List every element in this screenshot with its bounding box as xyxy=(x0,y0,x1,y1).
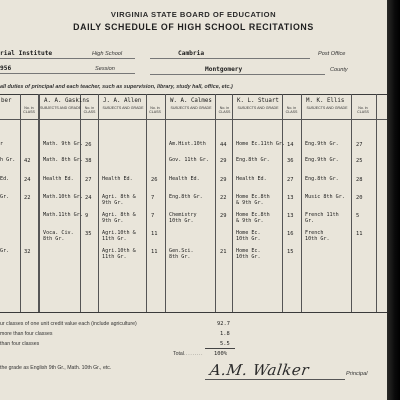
county-label: County xyxy=(330,67,348,73)
teacher-name: W. A. Calmes xyxy=(170,98,212,104)
schedule-subject: Chemistry 10th Gr. xyxy=(169,212,197,224)
partial-column-count: 42 xyxy=(24,158,31,164)
summary-row-2-label: more than four classes xyxy=(0,331,53,337)
column-subhead-subject: SUBJECTS AND GRADE xyxy=(237,106,279,110)
table-top-border xyxy=(0,94,387,95)
column-subhead-subject: SUBJECTS AND GRADE xyxy=(40,106,81,110)
schedule-class-count: 44 xyxy=(220,142,227,148)
county-value: Montgomery xyxy=(205,66,243,73)
schedule-subject: Math.11th Gr. xyxy=(43,212,83,218)
summary-row-2-value: 1.8 xyxy=(220,331,230,337)
table-column-divider xyxy=(39,94,40,312)
table-column-divider xyxy=(215,94,216,312)
schedule-class-count: 7 xyxy=(151,213,155,219)
column-subhead-subject: SUBJECTS AND GRADE xyxy=(170,106,212,110)
table-bottom-border xyxy=(0,312,387,313)
county-rule xyxy=(150,74,325,75)
schedule-subject: Health Ed. xyxy=(236,176,267,182)
partial-column-text: Ed. xyxy=(0,176,10,182)
partial-column-text: Gr. xyxy=(0,194,10,200)
schedule-subject: Agri.10th & 11th Gr. xyxy=(102,248,136,260)
table-column-divider xyxy=(165,94,166,312)
schedule-subject: Gov. 11th Gr. xyxy=(169,157,209,163)
principal-signature: A.M. Walker xyxy=(208,361,311,379)
board-heading: VIRGINIA STATE BOARD OF EDUCATION xyxy=(110,10,277,19)
column-subhead-subject: SUBJECTS AND GRADE xyxy=(306,106,348,110)
schedule-subject: Health Ed. xyxy=(102,176,133,182)
column-subhead-no: No. in CLASS xyxy=(83,106,96,115)
table-column-divider xyxy=(98,94,99,312)
schedule-class-count: 21 xyxy=(220,249,227,255)
summary-row-1-value: 92.7 xyxy=(217,321,230,327)
signature-line xyxy=(205,379,345,380)
table-header-rule xyxy=(0,119,387,120)
schedule-subject: Gen.Sci. 8th Gr. xyxy=(169,248,194,260)
school-name: rial Institute xyxy=(0,50,53,57)
summary-row-1-label: ur classes of one unit credit value each (include agriculture) xyxy=(0,321,137,327)
schedule-subject: Agri.10th & 11th Gr. xyxy=(102,230,136,242)
schedule-class-count: 28 xyxy=(356,177,363,183)
column-subhead-no: No. in CLASS xyxy=(218,106,231,115)
schedule-subject: Home Ec. 10th Gr. xyxy=(236,248,261,260)
teacher-name: M. K. Ellis xyxy=(306,98,345,104)
schedule-class-count: 27 xyxy=(287,177,294,183)
table-column-divider xyxy=(20,94,21,312)
schedule-class-count: 16 xyxy=(287,231,294,237)
summary-row-3-value: 5.5 xyxy=(220,341,230,347)
summary-total-label: Total xyxy=(173,351,184,357)
post-office-rule xyxy=(150,58,310,59)
table-column-divider xyxy=(80,94,81,312)
schedule-class-count: 14 xyxy=(287,142,294,148)
schedule-class-count: 38 xyxy=(85,158,92,164)
column-subhead-no: No. in CLASS xyxy=(357,106,369,115)
schedule-class-count: 36 xyxy=(287,158,294,164)
principal-label: Principal xyxy=(346,371,368,377)
schedule-subject: French 10th Gr. xyxy=(305,230,330,242)
schedule-subject: Health Ed. xyxy=(169,176,200,182)
schedule-class-count: 15 xyxy=(287,249,294,255)
schedule-subject: Agri. 8th & 9th Gr. xyxy=(102,212,136,224)
session-rule xyxy=(0,73,135,74)
partial-column-text: r xyxy=(0,141,4,147)
post-office-value: Cambria xyxy=(178,50,205,57)
column-subhead-no: No. in CLASS xyxy=(149,106,161,115)
schedule-subject: Eng.8th Gr. xyxy=(305,176,339,182)
partial-column-count: 24 xyxy=(24,177,31,183)
schedule-subject: Eng.9th Gr. xyxy=(305,141,339,147)
schedule-class-count: 9 xyxy=(85,213,89,219)
schedule-class-count: 11 xyxy=(151,249,158,255)
school-name-rule xyxy=(0,58,135,59)
grade-note: the grade as English 9th Gr., Math. 10th Gr., etc. xyxy=(0,365,112,371)
instructions-text: all duties of principal and each teacher, such as supervision, library, study hall, office, etc.) xyxy=(0,84,233,90)
schedule-class-count: 29 xyxy=(220,158,227,164)
table-column-divider xyxy=(146,94,147,312)
schedule-class-count: 26 xyxy=(85,142,92,148)
table-column-divider xyxy=(301,94,302,312)
session-label: Session xyxy=(95,66,115,72)
teacher-name: K. L. Stuart xyxy=(237,98,279,104)
schedule-class-count: 5 xyxy=(356,213,360,219)
partial-column-count: 32 xyxy=(24,249,31,255)
schedule-subject: Home Ec. 10th Gr. xyxy=(236,230,261,242)
teacher-name: A. A. Gaskins xyxy=(44,98,90,104)
schedule-class-count: 27 xyxy=(356,142,363,148)
schedule-subject: French 11th Gr. xyxy=(305,212,339,224)
summary-total-dots: ......... xyxy=(184,351,204,356)
schedule-class-count: 29 xyxy=(220,177,227,183)
schedule-class-count: 35 xyxy=(85,231,92,237)
schedule-class-count: 13 xyxy=(287,195,294,201)
schedule-class-count: 7 xyxy=(151,195,155,201)
schedule-class-count: 11 xyxy=(151,231,158,237)
schedule-class-count: 13 xyxy=(287,213,294,219)
schedule-subject: Home Ec.8th & 9th Gr. xyxy=(236,212,270,224)
schedule-subject: Math. 9th Gr. xyxy=(43,141,83,147)
schedule-class-count: 22 xyxy=(220,195,227,201)
schedule-subject: Eng.9th Gr. xyxy=(305,157,339,163)
schedule-subject: Am.Hist.10th xyxy=(169,141,206,147)
schedule-subject: Math.10th Gr. xyxy=(43,194,83,200)
summary-total-rule xyxy=(205,348,235,349)
summary-row-3-label: than four classes xyxy=(0,341,40,347)
column-subhead-no: No. in CLASS xyxy=(23,106,35,115)
partial-column-text: Gr. xyxy=(0,248,10,254)
teacher-name: J. A. Allen xyxy=(103,98,142,104)
schedule-subject: Health Ed. xyxy=(43,176,74,182)
post-office-label: Post Office xyxy=(318,51,346,57)
table-column-divider xyxy=(351,94,352,312)
schedule-class-count: 24 xyxy=(85,195,92,201)
schedule-subject: Agri. 8th & 9th Gr. xyxy=(102,194,136,206)
table-column-divider xyxy=(282,94,283,312)
summary-total-value: 100% xyxy=(214,351,227,357)
schedule-class-count: 29 xyxy=(220,213,227,219)
schedule-class-count: 20 xyxy=(356,195,363,201)
partial-column-count: 22 xyxy=(24,195,31,201)
schedule-class-count: 25 xyxy=(356,158,363,164)
column-subhead-subject: SUBJECTS AND GRADE xyxy=(102,106,144,110)
schedule-subject: Voca. Civ. 8th Gr. xyxy=(43,230,74,242)
schedule-subject: Eng.8th Gr. xyxy=(236,157,270,163)
table-column-divider xyxy=(376,94,377,312)
session-value: 956 xyxy=(0,65,12,72)
column-subhead-no: No. in CLASS xyxy=(285,106,298,115)
document-title: DAILY SCHEDULE OF HIGH SCHOOL RECITATIONS xyxy=(73,22,314,32)
schedule-subject: Home Ec.11th Gr. xyxy=(236,141,286,147)
schedule-class-count: 26 xyxy=(151,177,158,183)
table-column-divider xyxy=(232,94,233,312)
schedule-subject: Eng.8th Gr. xyxy=(169,194,203,200)
schedule-subject: Home Ec.8th & 9th Gr. xyxy=(236,194,270,206)
schedule-class-count: 11 xyxy=(356,231,363,237)
partial-column-text: h Gr. xyxy=(0,157,16,163)
scan-edge xyxy=(387,0,400,400)
schedule-class-count: 27 xyxy=(85,177,92,183)
school-label: High School xyxy=(92,51,123,57)
teacher-name-partial: ber xyxy=(1,98,12,104)
schedule-subject: Music 8th Gr. xyxy=(305,194,345,200)
schedule-subject: Math. 8th Gr. xyxy=(43,157,83,163)
